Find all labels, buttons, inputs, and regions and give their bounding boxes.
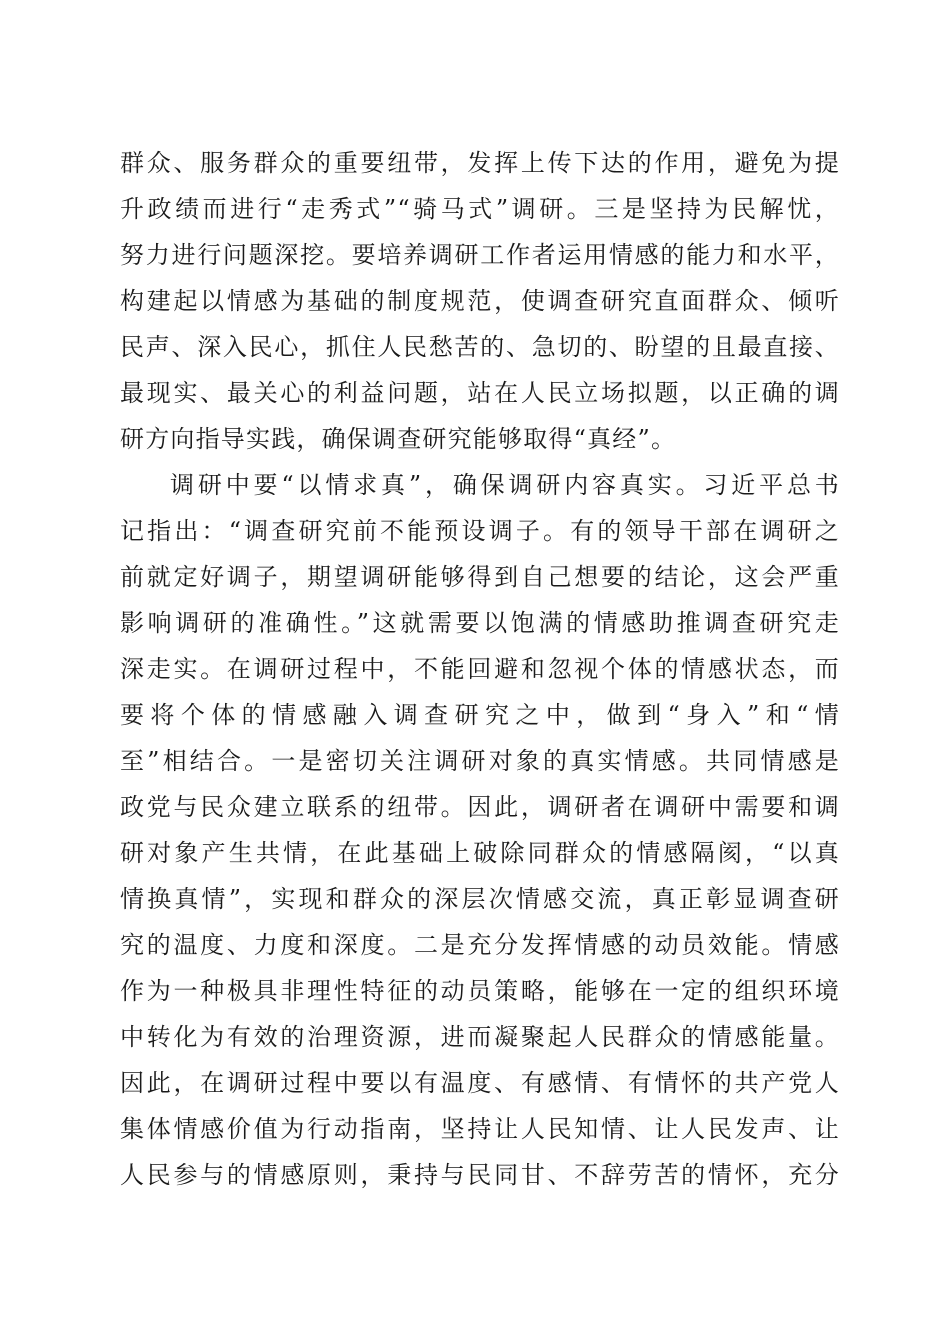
text-line: 前就定好调子，期望调研能够得到自己想要的结论，这会严重 — [120, 563, 840, 591]
text-line: 努力进行问题深挖。要培养调研工作者运用情感的能力和水平， — [120, 241, 840, 269]
text-line: 作为一种极具非理性特征的动员策略，能够在一定的组织环境 — [120, 977, 840, 1005]
text-line: 集体情感价值为行动指南，坚持让人民知情、让人民发声、让 — [120, 1115, 840, 1143]
text-line: 构建起以情感为基础的制度规范，使调查研究直面群众、倾听 — [120, 287, 840, 315]
text-line: 至”相结合。一是密切关注调研对象的真实情感。共同情感是 — [120, 747, 840, 775]
text-line: 情换真情”，实现和群众的深层次情感交流，真正彰显调查研 — [120, 885, 840, 913]
text-line: 研对象产生共情，在此基础上破除同群众的情感隔阂，“以真 — [120, 839, 840, 867]
text-line: 政党与民众建立联系的纽带。因此，调研者在调研中需要和调 — [120, 793, 840, 821]
text-line: 究的温度、力度和深度。二是充分发挥情感的动员效能。情感 — [120, 931, 840, 959]
text-line: 要将个体的情感融入调查研究之中，做到“身入”和“情 — [120, 701, 840, 729]
text-line: 深走实。在调研过程中，不能回避和忽视个体的情感状态，而 — [120, 655, 840, 683]
text-line: 群众、服务群众的重要纽带，发挥上传下达的作用，避免为提 — [120, 149, 840, 177]
text-line: 因此，在调研过程中要以有温度、有感情、有情怀的共产党人 — [120, 1069, 840, 1097]
document-body — [120, 140, 840, 1198]
paragraph-2 — [120, 462, 840, 1198]
text-line: 最现实、最关心的利益问题，站在人民立场拟题，以正确的调 — [120, 379, 840, 407]
text-line: 记指出：“调查研究前不能预设调子。有的领导干部在调研之 — [120, 517, 840, 545]
paragraph-1 — [120, 140, 840, 462]
text-line: 民声、深入民心，抓住人民愁苦的、急切的、盼望的且最直接、 — [120, 333, 840, 361]
text-line: 研方向指导实践，确保调查研究能够取得“真经”。 — [120, 425, 677, 453]
text-line: 人民参与的情感原则，秉持与民同甘、不辞劳苦的情怀，充分 — [120, 1161, 840, 1189]
text-line: 中转化为有效的治理资源，进而凝聚起人民群众的情感能量。 — [120, 1023, 840, 1051]
text-line: 升政绩而进行“走秀式”“骑马式”调研。三是坚持为民解忧， — [120, 195, 840, 223]
text-line: 调研中要“以情求真”，确保调研内容真实。习近平总书 — [170, 471, 840, 499]
text-line: 影响调研的准确性。”这就需要以饱满的情感助推调查研究走 — [120, 609, 840, 637]
